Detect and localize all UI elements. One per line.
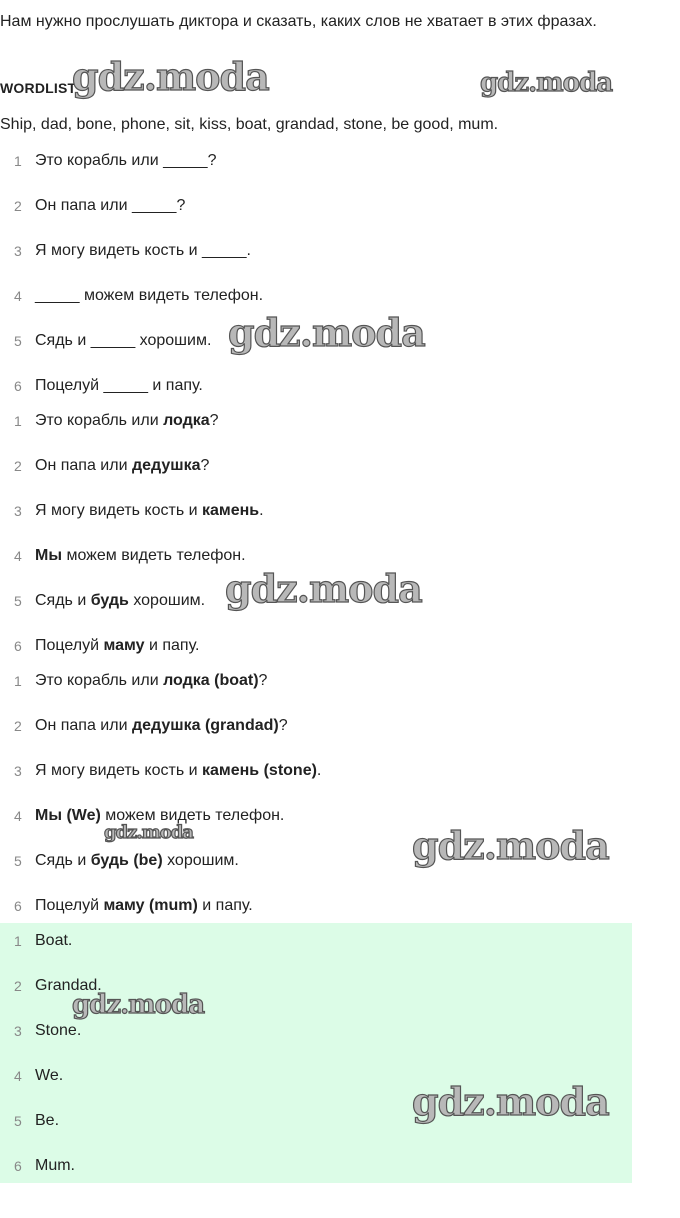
- text-fragment: Он папа или _____?: [35, 197, 186, 214]
- wordlist-words: Ship, dad, bone, phone, sit, kiss, boat, grandad, stone, be good, mum.: [0, 116, 499, 133]
- list-item: [0, 411, 632, 456]
- item-number: 3: [14, 763, 22, 779]
- wordlist-heading: WORDLIST: [0, 80, 77, 96]
- item-number: 3: [14, 243, 22, 259]
- item-number: 5: [14, 333, 22, 349]
- item-number: 1: [14, 413, 22, 429]
- text-fragment: .: [316, 762, 322, 779]
- text-fragment: Be.: [35, 1112, 60, 1129]
- item-text: [24, 1111, 59, 1131]
- answer-word: дедушка: [131, 457, 201, 474]
- item-text: [24, 501, 264, 521]
- item-number: 2: [14, 718, 22, 734]
- list-item: [0, 591, 632, 636]
- item-text: [24, 636, 199, 656]
- item-text: [24, 931, 72, 951]
- item-text: [24, 456, 209, 476]
- item-text: [24, 671, 267, 691]
- item-number: 4: [14, 808, 22, 824]
- item-text: [24, 716, 288, 736]
- text-fragment: Boat.: [35, 932, 73, 949]
- answers-bilingual-list: [0, 671, 632, 941]
- item-number: 5: [14, 853, 22, 869]
- item-number: 3: [14, 503, 22, 519]
- watermark-logo: gdz.moda: [228, 310, 425, 355]
- text-fragment: Он папа или: [35, 717, 132, 734]
- answer-word: Мы: [35, 547, 62, 564]
- list-item: [0, 546, 632, 591]
- text-fragment: _____ можем видеть телефон.: [35, 287, 264, 304]
- item-text: [24, 1156, 75, 1176]
- answer-word: Мы (We): [35, 807, 101, 824]
- text-fragment: Это корабль или: [35, 412, 164, 429]
- text-fragment: Grandad.: [35, 977, 102, 994]
- text-fragment: Это корабль или: [35, 672, 164, 689]
- item-text: [24, 761, 321, 781]
- list-item: [0, 716, 632, 761]
- item-text: [24, 376, 203, 396]
- answers-russian-list: [0, 411, 632, 681]
- text-fragment: Stone.: [35, 1022, 82, 1039]
- text-fragment: Сядь и: [35, 852, 91, 869]
- text-fragment: Mum.: [35, 1157, 75, 1174]
- exercise-blank-list: [0, 151, 632, 421]
- text-fragment: Я могу видеть кость и: [35, 502, 202, 519]
- item-number: 2: [14, 198, 22, 214]
- item-number: 5: [14, 1113, 22, 1129]
- item-text: [24, 851, 239, 871]
- list-item: [0, 1111, 632, 1156]
- item-number: 6: [14, 638, 22, 654]
- list-item: [0, 1021, 632, 1066]
- watermark-logo: gdz.moda: [72, 54, 269, 99]
- list-item: [0, 501, 632, 546]
- item-text: [24, 1066, 63, 1086]
- list-item: [0, 761, 632, 806]
- watermark-logo: gdz.moda: [412, 823, 609, 868]
- item-number: 1: [14, 933, 22, 949]
- text-fragment: можем видеть телефон.: [100, 807, 285, 824]
- watermark-logo: gdz.moda: [480, 68, 613, 98]
- list-item: [0, 806, 632, 851]
- item-number: 4: [14, 1068, 22, 1084]
- watermark-logo: gdz.moda: [104, 822, 193, 843]
- answer-word: маму (mum): [103, 897, 198, 914]
- list-item: [0, 331, 632, 376]
- text-fragment: Сядь и: [35, 592, 91, 609]
- text-fragment: Поцелуй _____ и папу.: [35, 377, 203, 394]
- answer-word: будь (be): [90, 852, 163, 869]
- watermark-logo: gdz.moda: [72, 990, 205, 1020]
- instruction-text: Нам нужно прослушать диктора и сказать, каких слов не хватает в этих фразах.: [0, 13, 597, 30]
- text-fragment: хорошим.: [162, 852, 239, 869]
- list-item: [0, 1156, 632, 1201]
- item-text: [24, 591, 205, 611]
- answer-word: камень: [202, 502, 260, 519]
- answer-word: лодка: [163, 412, 210, 429]
- item-text: [24, 411, 219, 431]
- answer-word: камень (stone): [202, 762, 317, 779]
- watermark-logo: gdz.moda: [225, 566, 422, 611]
- text-fragment: Сядь и _____ хорошим.: [35, 332, 212, 349]
- item-text: [24, 546, 246, 566]
- text-fragment: ?: [200, 457, 210, 474]
- item-number: 4: [14, 288, 22, 304]
- item-number: 2: [14, 458, 22, 474]
- list-item: [0, 456, 632, 501]
- item-text: [24, 976, 102, 996]
- answer-word: будь: [90, 592, 129, 609]
- item-text: [24, 896, 253, 916]
- text-fragment: .: [259, 502, 264, 519]
- text-fragment: ?: [258, 672, 268, 689]
- list-item: [0, 241, 632, 286]
- text-fragment: Я могу видеть кость и _____.: [35, 242, 251, 259]
- text-fragment: We.: [35, 1067, 64, 1084]
- text-fragment: Поцелуй: [35, 637, 104, 654]
- item-text: [24, 196, 185, 216]
- text-fragment: Это корабль или _____?: [35, 152, 217, 169]
- item-text: [24, 1021, 81, 1041]
- item-number: 6: [14, 898, 22, 914]
- text-fragment: Поцелуй: [35, 897, 104, 914]
- item-number: 4: [14, 548, 22, 564]
- item-number: 3: [14, 1023, 22, 1039]
- answer-word: дедушка (grandad): [131, 717, 279, 734]
- list-item: [0, 1066, 632, 1111]
- text-fragment: хорошим.: [128, 592, 206, 609]
- text-fragment: и папу.: [144, 637, 200, 654]
- item-text: [24, 806, 284, 826]
- text-fragment: Он папа или: [35, 457, 132, 474]
- answers-english-list: [0, 923, 632, 1183]
- item-number: 6: [14, 1158, 22, 1174]
- item-number: 6: [14, 378, 22, 394]
- item-text: [24, 331, 211, 351]
- text-fragment: и папу.: [197, 897, 253, 914]
- text-fragment: Я могу видеть кость и: [35, 762, 202, 779]
- list-item: [0, 196, 632, 241]
- item-number: 1: [14, 673, 22, 689]
- item-text: [24, 286, 263, 306]
- item-text: [24, 151, 216, 171]
- answer-word: маму: [103, 637, 145, 654]
- list-item: [0, 286, 632, 331]
- watermark-logo: gdz.moda: [412, 1079, 609, 1124]
- list-item: [0, 851, 632, 896]
- text-fragment: можем видеть телефон.: [62, 547, 246, 564]
- list-item: [0, 671, 632, 716]
- list-item: [0, 151, 632, 196]
- text-fragment: ?: [278, 717, 288, 734]
- text-fragment: ?: [209, 412, 219, 429]
- answer-word: лодка (boat): [163, 672, 259, 689]
- list-item: [0, 931, 632, 976]
- item-number: 5: [14, 593, 22, 609]
- item-text: [24, 241, 251, 261]
- item-number: 1: [14, 153, 22, 169]
- item-number: 2: [14, 978, 22, 994]
- list-item: [0, 976, 632, 1021]
